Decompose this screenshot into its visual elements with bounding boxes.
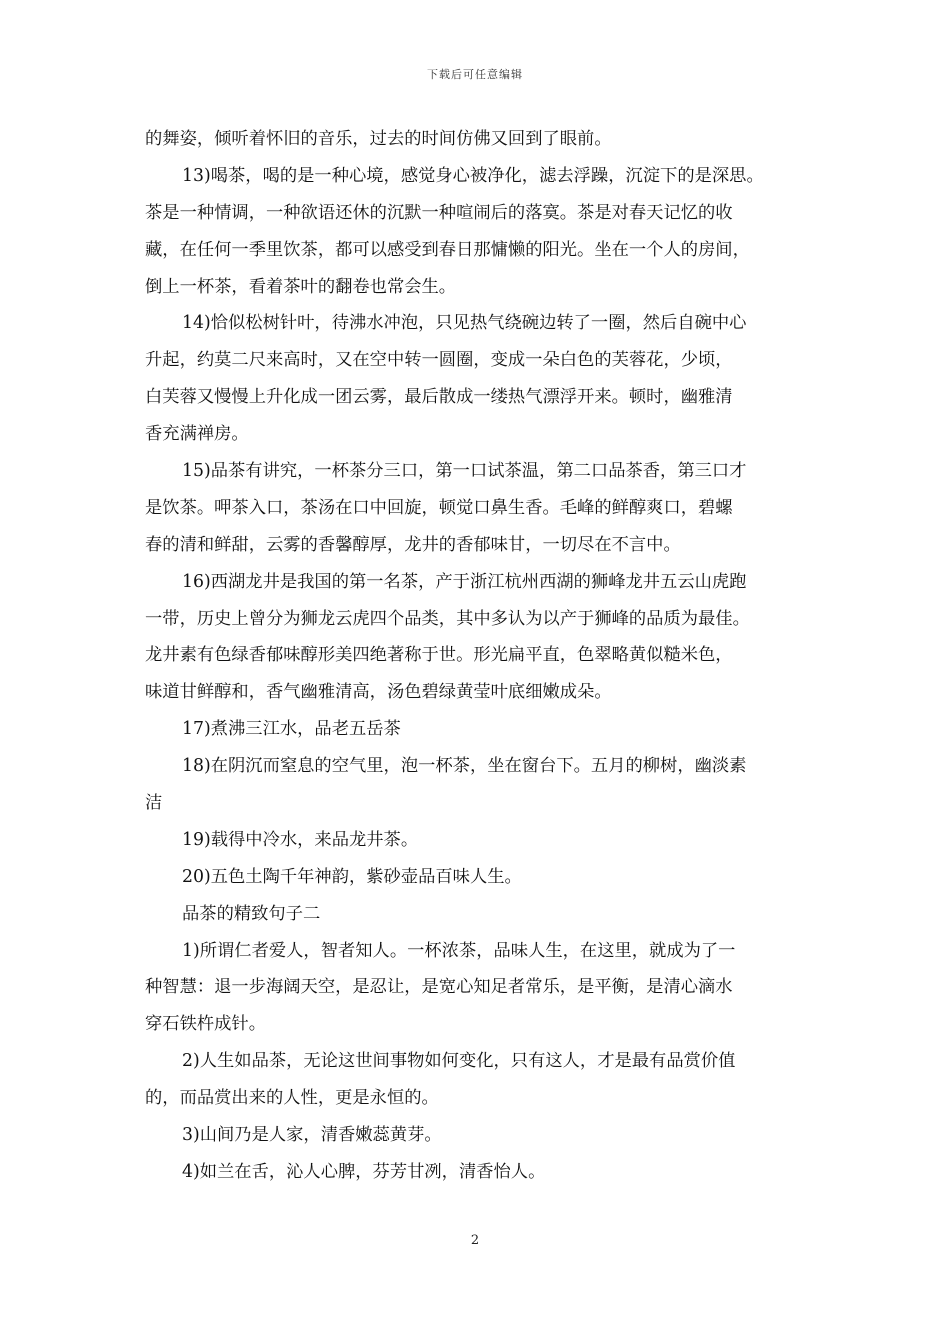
text-line: 2)人生如品茶，无论这世间事物如何变化，只有这人，才是最有品赏价值	[182, 1051, 736, 1072]
text-line: 16)西湖龙井是我国的第一名茶，产于浙江杭州西湖的狮峰龙井五云山虎跑	[182, 571, 747, 592]
page-number: 2	[470, 1233, 480, 1248]
text-line: 白芙蓉又慢慢上升化成一团云雾，最后散成一缕热气漂浮开来。顿时，幽雅清	[145, 387, 733, 408]
text-line: 4)如兰在舌，沁人心脾，芬芳甘冽，清香怡人。	[182, 1161, 546, 1182]
text-line: 倒上一杯茶，看着茶叶的翻卷也常会生。	[145, 276, 457, 297]
text-line: 的舞姿，倾听着怀旧的音乐，过去的时间仿佛又回到了眼前。	[145, 129, 612, 149]
text-line: 是饮茶。呷茶入口，茶汤在口中回旋，顿觉口鼻生香。毛峰的鲜醇爽口，碧螺	[145, 497, 733, 518]
text-line: 17)煮沸三江水，品老五岳茶	[182, 719, 401, 740]
text-line: 穿石铁杵成针。	[145, 1014, 266, 1035]
text-line: 20)五色土陶千年神韵，紫砂壶品百味人生。	[182, 866, 522, 887]
text-line: 18)在阴沉而窒息的空气里，泡一杯茶，坐在窗台下。五月的柳树，幽淡素	[182, 756, 747, 777]
text-line: 洁	[145, 793, 163, 814]
text-line: 一带，历史上曾分为狮龙云虎四个品类，其中多认为以产于狮峰的品质为最佳。	[145, 608, 750, 629]
text-line: 升起，约莫二尺来高时，又在空中转一圆圈，变成一朵白色的芙蓉花，少顷，	[145, 350, 733, 371]
text-line: 3)山间乃是人家，清香嫩蕊黄芽。	[182, 1125, 442, 1146]
text-line: 的，而品赏出来的人性，更是永恒的。	[145, 1088, 439, 1109]
text-line: 19)载得中冷水，来品龙井茶。	[182, 829, 419, 850]
text-line: 春的清和鲜甜，云雾的香馨醇厚，龙井的香郁味甘，一切尽在不言中。	[145, 534, 681, 555]
text-line: 香充满禅房。	[145, 424, 249, 445]
text-line: 味道甘鲜醇和，香气幽雅清高，汤色碧绿黄莹叶底细嫩成朵。	[145, 682, 612, 703]
text-line: 1)所谓仁者爱人，智者知人。一杯浓茶，品味人生，在这里，就成为了一	[182, 940, 736, 961]
text-line: 品茶的精致句子二	[182, 903, 321, 924]
page-header: 下载后可任意编辑	[427, 68, 523, 81]
document-body	[145, 121, 817, 1191]
text-line: 种智慧：退一步海阔天空，是忍让，是宽心知足者常乐，是平衡，是清心滴水	[145, 977, 733, 998]
text-line: 龙井素有色绿香郁味醇形美四绝著称于世。形光扁平直，色翠略黄似糙米色，	[145, 645, 733, 666]
text-line: 13)喝茶，喝的是一种心境，感觉身心被净化，滤去浮躁，沉淀下的是深思。	[182, 165, 764, 186]
text-line: 15)品茶有讲究，一杯茶分三口，第一口试茶温，第二口品茶香，第三口才	[182, 461, 747, 482]
text-line: 茶是一种情调，一种欲语还休的沉默一种喧闹后的落寞。茶是对春天记忆的收	[145, 202, 733, 223]
text-line: 藏，在任何一季里饮茶，都可以感受到春日那慵懒的阳光。坐在一个人的房间，	[145, 239, 750, 260]
text-line: 14)恰似松树针叶，待沸水冲泡，只见热气绕碗边转了一圈，然后自碗中心	[182, 313, 747, 334]
